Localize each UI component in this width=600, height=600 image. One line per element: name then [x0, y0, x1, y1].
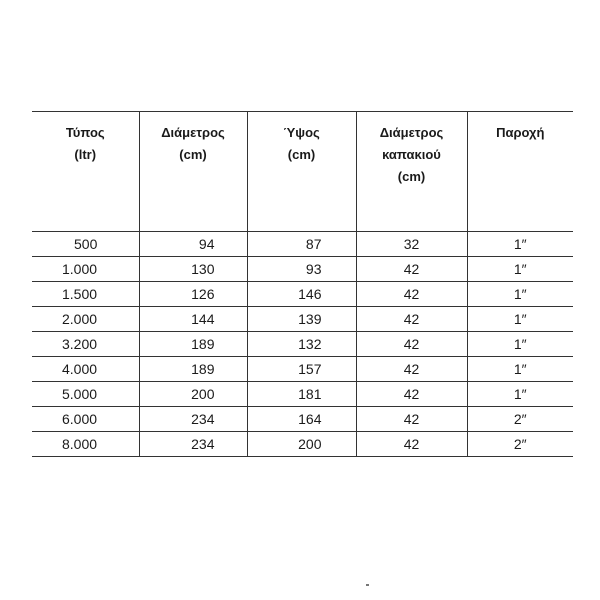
table-row: [32, 307, 573, 332]
cell-diameter: 144: [139, 307, 247, 332]
header-line: (cm): [397, 169, 426, 184]
cell-diameter: 189: [139, 332, 247, 357]
cell-supply: 2″: [467, 432, 573, 457]
cell-lid-diameter: 42: [356, 432, 467, 457]
cell-height: 132: [247, 332, 356, 357]
cell-supply: 1″: [467, 307, 573, 332]
cell-height: 93: [247, 257, 356, 282]
header-line: καπακιού: [382, 147, 441, 162]
cell-lid-diameter: 42: [356, 382, 467, 407]
cell-type: 2.000: [32, 307, 139, 332]
table-row: [32, 432, 573, 457]
header-line: Διάμετρος: [379, 125, 444, 140]
table-row: [32, 357, 573, 382]
cell-supply: 1″: [467, 257, 573, 282]
cell-supply: 2″: [467, 407, 573, 432]
cell-lid-diameter: 42: [356, 257, 467, 282]
cell-diameter: 234: [139, 432, 247, 457]
cell-type: 5.000: [32, 382, 139, 407]
cell-type: 500: [32, 232, 139, 257]
cell-height: 146: [247, 282, 356, 307]
cell-type: 6.000: [32, 407, 139, 432]
cell-diameter: 94: [139, 232, 247, 257]
stray-mark: [366, 584, 369, 586]
cell-height: 200: [247, 432, 356, 457]
header-lid-diameter: [356, 112, 467, 232]
cell-lid-diameter: 42: [356, 332, 467, 357]
cell-lid-diameter: 42: [356, 307, 467, 332]
header-diameter: [139, 112, 247, 232]
cell-supply: 1″: [467, 382, 573, 407]
cell-height: 157: [247, 357, 356, 382]
cell-supply: 1″: [467, 232, 573, 257]
table-row: [32, 407, 573, 432]
cell-height: 139: [247, 307, 356, 332]
cell-diameter: 189: [139, 357, 247, 382]
cell-type: 4.000: [32, 357, 139, 382]
table-row: [32, 332, 573, 357]
cell-supply: 1″: [467, 282, 573, 307]
header-line: (cm): [179, 147, 207, 162]
header-line: Τύπος: [65, 125, 105, 140]
cell-diameter: 234: [139, 407, 247, 432]
header-line: (ltr): [74, 147, 97, 162]
cell-lid-diameter: 42: [356, 407, 467, 432]
cell-supply: 1″: [467, 332, 573, 357]
cell-lid-diameter: 42: [356, 282, 467, 307]
header-height: [247, 112, 356, 232]
cell-height: 181: [247, 382, 356, 407]
cell-height: 164: [247, 407, 356, 432]
cell-supply: 1″: [467, 357, 573, 382]
cell-lid-diameter: 32: [356, 232, 467, 257]
cell-lid-diameter: 42: [356, 357, 467, 382]
cell-diameter: 200: [139, 382, 247, 407]
header-line: (cm): [287, 147, 316, 162]
cell-type: 1.000: [32, 257, 139, 282]
cell-type: 1.500: [32, 282, 139, 307]
cell-type: 3.200: [32, 332, 139, 357]
cell-diameter: 130: [139, 257, 247, 282]
header-line: Διάμετρος: [161, 125, 225, 140]
header-type: [32, 112, 139, 232]
cell-type: 8.000: [32, 432, 139, 457]
header-row: [32, 112, 573, 232]
table-row: [32, 232, 573, 257]
table-row: [32, 257, 573, 282]
tank-specifications-table: [32, 111, 573, 457]
header-line: Ύψος: [283, 125, 320, 140]
table-row: [32, 382, 573, 407]
cell-diameter: 126: [139, 282, 247, 307]
table-row: [32, 282, 573, 307]
header-supply: [467, 112, 573, 232]
header-line: Παροχή: [496, 125, 545, 140]
cell-height: 87: [247, 232, 356, 257]
